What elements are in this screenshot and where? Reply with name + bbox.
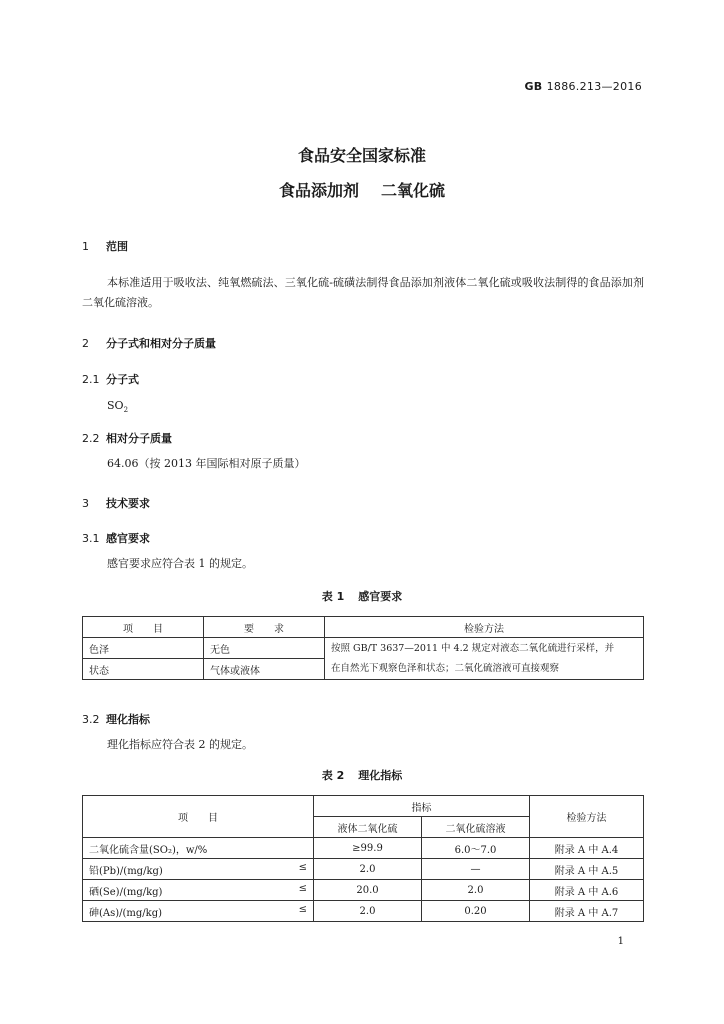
molecular-formula [107,396,128,420]
table-row [83,901,644,922]
header-liquid-so2: 液体二氧化硫 [314,817,422,838]
section-title: 分子式和相对分子质量 [106,337,216,350]
section-number: 2.1 [82,373,100,386]
section-2-2-heading [82,430,172,446]
physchem-requirement-text: 理化指标应符合表 2 的规定。 [107,738,253,751]
physchem-table [82,795,644,922]
method-line-1: 按照 GB/T 3637—2011 中 4.2 规定对液态二氧化硫进行采样，并 [331,642,615,654]
header-so2-solution: 二氧化硫溶液 [422,817,530,838]
header-method: 检验方法 [530,796,644,838]
table-row [83,838,644,859]
cell-method: 附录 A 中 A.4 [530,838,644,859]
section-title: 范围 [106,240,128,253]
section-title: 相对分子质量 [106,432,172,445]
section-title: 技术要求 [106,497,150,510]
cell-item: 砷(As)/(mg/kg) ≤ [83,901,314,922]
cell-requirement: 气体或液体 [204,659,325,680]
section-2-1-heading [82,371,139,387]
table-row [83,880,644,901]
section-title: 理化指标 [106,713,150,726]
table-row [83,638,644,659]
header-item: 项 目 [83,796,314,838]
cell-item: 状态 [83,659,204,680]
cell-solution: 6.0～7.0 [422,838,530,859]
table1-caption [0,588,724,604]
formula-subscript: 2 [123,406,129,415]
cell-item: 二氧化硫含量(SO₂)，w/% [83,838,314,859]
document-title-line1: 食品安全国家标准 [297,146,426,165]
cell-method: 附录 A 中 A.6 [530,880,644,901]
formula-main: SO [107,399,124,412]
table2-caption [0,767,724,783]
cell-solution: 0.20 [422,901,530,922]
cell-method [325,638,644,680]
section-3-2-heading [82,711,150,727]
section-title: 感官要求 [106,532,150,545]
header-item: 项 目 [83,617,204,638]
cell-liquid: 2.0 [314,859,422,880]
section-number: 2 [82,337,89,350]
cell-liquid: ≥99.9 [314,838,422,859]
page-number: 1 [617,936,624,947]
header-method: 检验方法 [325,617,644,638]
cell-solution: — [422,859,530,880]
section-number: 1 [82,240,89,253]
gb-number: 1886.213—2016 [546,80,642,93]
document-title-line2 [0,178,724,201]
table-header-row [83,796,644,817]
header-requirement: 要 求 [204,617,325,638]
cell-liquid: 2.0 [314,901,422,922]
standard-number [524,80,642,93]
cell-item: 铅(Pb)/(mg/kg) ≤ [83,859,314,880]
table-number: 表 1 [321,590,345,603]
section-3-1-heading [82,530,150,546]
section-number: 3.2 [82,713,100,726]
table-row [83,859,644,880]
title-part2: 二氧化硫 [381,181,446,200]
method-line-2: 在自然光下观察色泽和状态；二氧化硫溶液可直接观察 [331,662,560,674]
cell-item: 硒(Se)/(mg/kg) ≤ [83,880,314,901]
gb-prefix: GB [524,80,543,93]
title-part1: 食品添加剂 [278,181,359,200]
sensory-table [82,616,644,680]
table-header-row [83,617,644,638]
section-title: 分子式 [106,373,139,386]
cell-method: 附录 A 中 A.7 [530,901,644,922]
cell-item: 色泽 [83,638,204,659]
section-3-heading [82,495,150,511]
cell-requirement: 无色 [204,638,325,659]
cell-method: 附录 A 中 A.5 [530,859,644,880]
table-title: 感官要求 [358,590,403,603]
section-number: 3.1 [82,532,100,545]
section-2-heading [82,335,216,351]
header-index: 指标 [314,796,530,817]
table-title: 理化指标 [358,769,403,782]
sensory-requirement-text: 感官要求应符合表 1 的规定。 [107,557,253,570]
section-number: 2.2 [82,432,100,445]
section-1-heading [82,238,128,254]
molecular-mass-text: 64.06（按 2013 年国际相对原子质量） [107,457,306,470]
scope-paragraph: 本标准适用于吸收法、纯氧燃硫法、三氧化硫-硫磺法制得食品添加剂液体二氧化硫或吸收法制得的食品添加剂二氧化硫溶液。 [82,276,644,309]
cell-solution: 2.0 [422,880,530,901]
cell-liquid: 20.0 [314,880,422,901]
table-number: 表 2 [321,769,345,782]
section-number: 3 [82,497,89,510]
